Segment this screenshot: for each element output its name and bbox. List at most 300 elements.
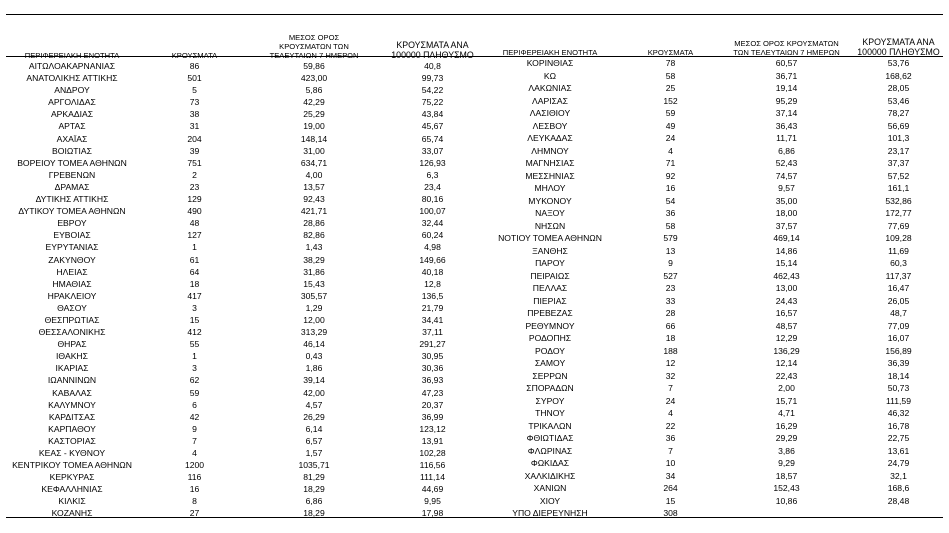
- cases-cell: 42: [189, 411, 200, 422]
- cases-cell: 127: [187, 230, 202, 241]
- cases-cell: 129: [187, 194, 202, 205]
- cases-cell: 188: [663, 345, 678, 356]
- per100k-cell: 28,05: [887, 83, 910, 94]
- per100k-cell: 36,99: [421, 411, 444, 422]
- table-row: [0, 302, 482, 314]
- table-row: [0, 205, 482, 217]
- cases-cell: 7: [668, 445, 673, 456]
- table-row: [0, 72, 482, 84]
- per100k-cell: 291,27: [419, 339, 446, 350]
- region-cell: ΒΟΙΩΤΙΑΣ: [52, 145, 92, 156]
- region-cell: ΜΕΣΣΗΝΙΑΣ: [525, 170, 575, 181]
- table-row: [0, 350, 482, 362]
- cases-cell: 92: [665, 170, 676, 181]
- cases-cell: 59: [189, 387, 200, 398]
- region-cell: ΧΑΛΚΙΔΙΚΗΣ: [524, 470, 576, 481]
- table-row: [482, 120, 947, 133]
- cases-cell: 116: [187, 472, 202, 483]
- avg7-cell: 469,14: [773, 233, 800, 244]
- table-row: [0, 435, 482, 447]
- region-cell: ΦΘΙΩΤΙΔΑΣ: [526, 433, 574, 444]
- region-cell: ΡΟΔΟΥ: [535, 345, 565, 356]
- table-row: [0, 495, 482, 507]
- avg7-cell: 152,43: [773, 483, 800, 494]
- cases-cell: 7: [192, 435, 197, 446]
- per100k-cell: 149,66: [419, 254, 446, 265]
- avg7-cell: 1035,71: [298, 460, 330, 471]
- region-cell: ΔΥΤΙΚΟΥ ΤΟΜΕΑ ΑΘΗΝΩΝ: [18, 206, 126, 217]
- region-cell: ΗΜΑΘΙΑΣ: [52, 278, 92, 289]
- avg7-cell: 25,29: [303, 109, 325, 120]
- per100k-cell: 161,1: [887, 183, 910, 194]
- cases-cell: 12: [665, 358, 676, 369]
- avg7-cell: 5,86: [305, 85, 323, 96]
- per100k-cell: 6,3: [426, 169, 439, 180]
- per100k-cell: 16,07: [887, 333, 910, 344]
- region-cell: ΠΕΛΛΑΣ: [532, 283, 568, 294]
- region-cell: ΤΡΙΚΑΛΩΝ: [528, 420, 572, 431]
- per100k-cell: 77,09: [887, 320, 910, 331]
- table-row: [0, 217, 482, 229]
- cases-cell: 9: [192, 423, 197, 434]
- avg7-cell: 136,29: [773, 345, 800, 356]
- avg7-cell: 95,29: [775, 95, 798, 106]
- avg7-cell: 6,14: [305, 423, 323, 434]
- per100k-cell: 34,41: [421, 314, 444, 325]
- avg7-cell: 0,43: [305, 351, 323, 362]
- table-row: [0, 399, 482, 411]
- table-row: [482, 370, 947, 383]
- avg7-cell: 60,57: [775, 58, 798, 69]
- table-row: [0, 423, 482, 435]
- per100k-cell: 54,22: [421, 85, 444, 96]
- avg7-cell: 46,14: [303, 339, 325, 350]
- cases-cell: 1: [192, 242, 197, 253]
- header-cases: ΚΡΟΥΣΜΑΤΑ: [171, 51, 218, 60]
- region-cell: ΣΕΡΡΩΝ: [532, 370, 568, 381]
- avg7-cell: 1,57: [305, 448, 323, 458]
- region-cell: ΑΡΚΑΔΙΑΣ: [50, 109, 94, 120]
- avg7-cell: 305,57: [300, 290, 328, 301]
- per100k-cell: 43,84: [421, 109, 444, 120]
- cases-cell: 66: [665, 320, 676, 331]
- table-row: [0, 459, 482, 471]
- header-avg7: [723, 33, 850, 57]
- region-cell: ΝΟΤΙΟΥ ΤΟΜΕΑ ΑΘΗΝΩΝ: [498, 233, 602, 244]
- region-cell: ΑΡΓΟΛΙΔΑΣ: [48, 97, 96, 108]
- region-cell: ΘΑΣΟΥ: [57, 302, 87, 313]
- region-cell: ΛΗΜΝΟΥ: [531, 145, 569, 156]
- per100k-cell: 78,27: [887, 108, 910, 119]
- avg7-cell: 31,86: [303, 266, 325, 277]
- cases-cell: 23: [665, 283, 676, 294]
- per100k-cell: 123,12: [419, 423, 446, 434]
- table-row: [0, 254, 482, 266]
- region-cell: ΚΙΛΚΙΣ: [58, 496, 86, 507]
- per100k-cell: 11,69: [888, 245, 909, 256]
- table-row: [0, 362, 482, 374]
- per100k-cell: 16,47: [887, 283, 910, 294]
- per100k-cell: 45,67: [421, 121, 444, 132]
- cases-cell: 33: [665, 295, 676, 306]
- cases-cell: 579: [663, 233, 678, 244]
- table-row: [482, 307, 947, 320]
- avg7-cell: 42,29: [303, 97, 325, 108]
- region-cell: ΖΑΚΥΝΘΟΥ: [48, 254, 96, 265]
- avg7-cell: 18,29: [303, 484, 325, 495]
- avg7-cell: 13,00: [775, 283, 798, 294]
- cases-cell: 412: [187, 327, 202, 338]
- bottom-rule: [6, 517, 943, 518]
- avg7-cell: 42,00: [303, 387, 325, 398]
- avg7-cell: 11,71: [776, 133, 797, 144]
- cases-cell: 62: [189, 375, 200, 386]
- region-cell: ΑΝΔΡΟΥ: [54, 85, 90, 96]
- table-row: [482, 232, 947, 245]
- avg7-cell: 39,14: [303, 375, 325, 386]
- per100k-cell: 48,7: [890, 308, 907, 319]
- table-row: [482, 107, 947, 120]
- table-row: [0, 241, 482, 253]
- per100k-cell: 28,48: [887, 495, 910, 506]
- cases-cell: 9: [668, 258, 673, 269]
- cases-cell: 58: [665, 70, 676, 81]
- table-row: [482, 257, 947, 270]
- avg7-cell: 9,57: [778, 183, 795, 194]
- region-cell: ΚΩ: [543, 70, 557, 81]
- table-row: [482, 495, 947, 508]
- region-cell: ΔΡΑΜΑΣ: [54, 181, 90, 192]
- region-cell: ΛΑΡΙΣΑΣ: [532, 95, 568, 106]
- per100k-cell: 156,89: [885, 345, 912, 356]
- cases-table-container: [0, 33, 947, 520]
- table-row: [482, 57, 947, 70]
- per100k-cell: 60,24: [421, 230, 444, 241]
- per100k-cell: 20,37: [421, 399, 444, 410]
- avg7-cell: 18,00: [775, 208, 798, 219]
- avg7-cell: 421,71: [300, 206, 328, 217]
- table-row: [0, 84, 482, 96]
- cases-cell: 22: [665, 420, 676, 431]
- cases-cell: 264: [663, 483, 678, 494]
- table-row: [0, 181, 482, 193]
- table-row: [0, 278, 482, 290]
- cases-cell: 15: [665, 495, 676, 506]
- cases-cell: 18: [665, 333, 676, 344]
- per100k-cell: 36,39: [887, 358, 910, 369]
- table-row: [482, 432, 947, 445]
- per100k-cell: 111,59: [885, 395, 911, 406]
- per100k-cell: 136,5: [421, 290, 444, 301]
- per100k-cell: 37,11: [422, 327, 443, 338]
- table-row: [482, 220, 947, 233]
- table-row: [482, 470, 947, 483]
- region-cell: ΣΠΟΡΑΔΩΝ: [526, 383, 574, 394]
- per100k-cell: 13,91: [421, 435, 444, 446]
- table-row: [482, 145, 947, 158]
- avg7-cell: 59,86: [303, 61, 325, 71]
- table-row: [482, 170, 947, 183]
- region-cell: ΘΗΡΑΣ: [57, 339, 87, 350]
- table-row: [482, 420, 947, 433]
- cases-cell: 16: [665, 183, 676, 194]
- region-cell: ΜΥΚΟΝΟΥ: [528, 195, 572, 206]
- table-row: [0, 169, 482, 181]
- region-cell: ΦΛΩΡΙΝΑΣ: [527, 445, 573, 456]
- region-cell: ΚΟΡΙΝΘΙΑΣ: [526, 58, 574, 69]
- region-cell: ΣΥΡΟΥ: [535, 395, 565, 406]
- avg7-cell: 36,43: [775, 120, 798, 131]
- table-row: [482, 482, 947, 495]
- region-cell: ΕΥΒΟΙΑΣ: [53, 230, 91, 241]
- avg7-cell: 1,86: [305, 363, 323, 374]
- cases-cell: 3: [192, 302, 197, 313]
- table-row: [0, 157, 482, 169]
- region-cell: ΝΗΣΩΝ: [534, 220, 566, 231]
- cases-cell: 24: [665, 133, 676, 144]
- cases-cell: 48: [189, 218, 200, 229]
- avg7-cell: 36,71: [775, 70, 798, 81]
- region-cell: ΤΗΝΟΥ: [535, 408, 565, 419]
- cases-cell: 204: [187, 133, 202, 144]
- region-cell: ΞΑΝΘΗΣ: [532, 245, 568, 256]
- header-per100k-text: ΚΡΟΥΣΜΑΤΑ ΑΝΑ 100000 ΠΛΗΘΥΣΜΟ: [391, 40, 474, 60]
- per100k-cell: 100,07: [419, 206, 446, 217]
- cases-cell: 7: [668, 383, 673, 394]
- region-cell: ΥΠΟ ΔΙΕΡΕΥΝΗΣΗ: [512, 508, 588, 519]
- cases-cell: 18: [189, 278, 200, 289]
- per100k-cell: 21,79: [421, 302, 444, 313]
- avg7-cell: 28,86: [303, 218, 325, 229]
- per100k-cell: 36,93: [421, 375, 444, 386]
- avg7-cell: 6,86: [305, 496, 323, 507]
- avg7-cell: 12,29: [775, 333, 798, 344]
- cases-cell: 55: [189, 339, 200, 350]
- table-row: [0, 229, 482, 241]
- cases-cell: 8: [192, 496, 197, 507]
- table-row: [482, 382, 947, 395]
- region-cell: ΠΙΕΡΙΑΣ: [533, 295, 567, 306]
- cases-cell: 4: [668, 408, 673, 419]
- avg7-cell: 29,29: [775, 433, 798, 444]
- per100k-cell: 18,14: [887, 370, 910, 381]
- table-row: [0, 145, 482, 157]
- cases-table-right: [482, 33, 947, 520]
- per100k-cell: 30,36: [421, 363, 444, 374]
- header-avg7: [245, 33, 383, 60]
- region-cell: ΙΚΑΡΙΑΣ: [55, 363, 89, 374]
- region-cell: ΛΑΣΙΘΙΟΥ: [529, 108, 571, 119]
- avg7-cell: 19,00: [303, 121, 325, 132]
- region-cell: ΚΑΡΔΙΤΣΑΣ: [48, 411, 96, 422]
- cases-cell: 4: [668, 145, 673, 156]
- avg7-cell: 4,00: [305, 169, 323, 180]
- table-row: [482, 282, 947, 295]
- top-rule: [6, 14, 943, 15]
- per100k-cell: 168,6: [887, 483, 910, 494]
- cases-cell: 36: [665, 433, 676, 444]
- cases-cell: 39: [189, 145, 200, 156]
- region-cell: ΚΕΦΑΛΛΗΝΙΑΣ: [41, 484, 103, 495]
- header-cases: ΚΡΟΥΣΜΑΤΑ: [647, 48, 694, 57]
- table-row: [0, 193, 482, 205]
- avg7-cell: 52,43: [775, 158, 798, 169]
- table-row: [482, 95, 947, 108]
- cases-cell: 23: [189, 181, 200, 192]
- cases-cell: 13: [665, 245, 676, 256]
- avg7-cell: 6,86: [778, 145, 795, 156]
- region-cell: ΕΒΡΟΥ: [57, 218, 87, 229]
- cases-table-left: [0, 33, 482, 520]
- region-cell: ΔΥΤΙΚΗΣ ΑΤΤΙΚΗΣ: [35, 194, 109, 205]
- cases-cell: 36: [665, 208, 676, 219]
- table-row: [482, 320, 947, 333]
- table-row: [0, 338, 482, 350]
- per100k-cell: 44,69: [421, 484, 444, 495]
- per100k-cell: 40,8: [424, 61, 441, 71]
- region-cell: ΧΑΝΙΩΝ: [533, 483, 567, 494]
- avg7-cell: 423,00: [300, 73, 328, 84]
- header-region: ΠΕΡΙΦΕΡΕΙΑΚΗ ΕΝΟΤΗΤΑ: [502, 48, 598, 57]
- avg7-cell: 15,71: [775, 395, 798, 406]
- avg7-cell: 15,43: [303, 278, 325, 289]
- region-cell: ΘΕΣΣΑΛΟΝΙΚΗΣ: [38, 327, 106, 338]
- cases-cell: 6: [192, 399, 197, 410]
- region-cell: ΙΩΑΝΝΙΝΩΝ: [47, 375, 97, 386]
- avg7-cell: 462,43: [773, 270, 800, 281]
- table-row: [0, 96, 482, 108]
- header-per100k-text: ΚΡΟΥΣΜΑΤΑ ΑΝΑ 100000 ΠΛΗΘΥΣΜΟ: [857, 37, 940, 57]
- per100k-cell: 60,3: [890, 258, 907, 269]
- avg7-cell: 16,57: [775, 308, 798, 319]
- region-cell: ΕΥΡΥΤΑΝΙΑΣ: [45, 242, 99, 253]
- per100k-cell: 172,77: [885, 208, 912, 219]
- avg7-cell: 4,71: [778, 408, 795, 419]
- table-row: [482, 245, 947, 258]
- avg7-cell: 12,14: [775, 358, 798, 369]
- cases-cell: 25: [665, 83, 676, 94]
- table-row: [482, 82, 947, 95]
- cases-cell: 1200: [184, 460, 205, 471]
- table-row: [482, 157, 947, 170]
- table-row: [0, 314, 482, 326]
- cases-cell: 34: [665, 470, 676, 481]
- per100k-cell: 37,37: [887, 158, 910, 169]
- per100k-cell: 47,23: [421, 387, 444, 398]
- table-row: [0, 447, 482, 459]
- cases-cell: 38: [189, 109, 200, 120]
- region-cell: ΝΑΞΟΥ: [535, 208, 565, 219]
- table-row: [482, 295, 947, 308]
- avg7-cell: 48,57: [775, 320, 798, 331]
- per100k-cell: 4,98: [424, 242, 441, 253]
- region-cell: ΚΑΛΥΜΝΟΥ: [48, 399, 96, 410]
- region-cell: ΗΛΕΙΑΣ: [56, 266, 88, 277]
- region-cell: ΘΕΣΠΡΩΤΙΑΣ: [44, 314, 100, 325]
- cases-cell: 16: [189, 484, 200, 495]
- avg7-cell: 634,71: [300, 157, 328, 168]
- table-body-right: [482, 57, 947, 520]
- table-row: [482, 407, 947, 420]
- per100k-cell: 32,44: [421, 218, 444, 229]
- cases-cell: 2: [192, 169, 197, 180]
- region-cell: ΚΕΝΤΡΙΚΟΥ ΤΟΜΕΑ ΑΘΗΝΩΝ: [12, 460, 132, 471]
- cases-cell: 501: [187, 73, 202, 84]
- region-cell: ΜΗΛΟΥ: [534, 183, 566, 194]
- table-row: [0, 387, 482, 399]
- per100k-cell: 23,4: [424, 181, 441, 192]
- per100k-cell: 32,1: [890, 470, 907, 481]
- table-row: [482, 70, 947, 83]
- avg7-cell: 2,00: [778, 383, 795, 394]
- table-row: [482, 457, 947, 470]
- table-row: [0, 374, 482, 386]
- region-cell: ΚΑΣΤΟΡΙΑΣ: [48, 435, 96, 446]
- per100k-cell: 168,62: [885, 70, 912, 81]
- cases-cell: 71: [665, 158, 676, 169]
- region-cell: ΡΟΔΟΠΗΣ: [528, 333, 572, 344]
- table-row: [0, 290, 482, 302]
- region-cell: ΜΑΓΝΗΣΙΑΣ: [525, 158, 575, 169]
- region-cell: ΠΑΡΟΥ: [535, 258, 565, 269]
- table-header-left: [0, 33, 482, 60]
- avg7-cell: 35,00: [775, 195, 798, 206]
- per100k-cell: 13,61: [887, 445, 910, 456]
- cases-cell: 3: [192, 363, 197, 374]
- table-row: [0, 411, 482, 423]
- per100k-cell: 532,86: [885, 195, 912, 206]
- cases-cell: 24: [665, 395, 676, 406]
- cases-cell: 49: [665, 120, 676, 131]
- table-row: [0, 266, 482, 278]
- region-cell: ΑΙΤΩΛΟΑΚΑΡΝΑΝΙΑΣ: [28, 61, 116, 71]
- avg7-cell: 82,86: [303, 230, 325, 241]
- region-cell: ΙΘΑΚΗΣ: [56, 351, 88, 362]
- region-cell: ΦΩΚΙΔΑΣ: [530, 458, 570, 469]
- cases-cell: 15: [189, 314, 200, 325]
- per100k-cell: 126,93: [419, 157, 446, 168]
- avg7-cell: 26,29: [303, 411, 325, 422]
- per100k-cell: 57,52: [887, 170, 910, 181]
- table-row: [0, 326, 482, 338]
- cases-cell: 78: [665, 58, 676, 69]
- table-row: [482, 195, 947, 208]
- region-cell: ΣΑΜΟΥ: [534, 358, 566, 369]
- per100k-cell: 75,22: [421, 97, 444, 108]
- cases-cell: 73: [189, 97, 200, 108]
- cases-cell: 1: [192, 351, 197, 362]
- per100k-cell: 22,75: [887, 433, 910, 444]
- cases-cell: 417: [187, 290, 202, 301]
- region-cell: ΛΑΚΩΝΙΑΣ: [528, 83, 572, 94]
- avg7-cell: 6,57: [305, 435, 323, 446]
- per100k-cell: 40,18: [421, 266, 444, 277]
- region-cell: ΑΡΤΑΣ: [58, 121, 86, 132]
- per100k-cell: 24,79: [887, 458, 910, 469]
- region-cell: ΑΝΑΤΟΛΙΚΗΣ ΑΤΤΙΚΗΣ: [26, 73, 118, 84]
- cases-cell: 27: [189, 508, 200, 519]
- table-row: [0, 108, 482, 120]
- table-row: [0, 483, 482, 495]
- avg7-cell: 15,14: [775, 258, 798, 269]
- cases-cell: 31: [189, 121, 200, 132]
- region-cell: ΚΑΡΠΑΘΟΥ: [48, 423, 96, 434]
- avg7-cell: 74,57: [775, 170, 798, 181]
- table-row: [0, 120, 482, 132]
- per100k-cell: 77,69: [887, 220, 910, 231]
- per100k-cell: 99,73: [421, 73, 444, 84]
- per100k-cell: 16,78: [887, 420, 910, 431]
